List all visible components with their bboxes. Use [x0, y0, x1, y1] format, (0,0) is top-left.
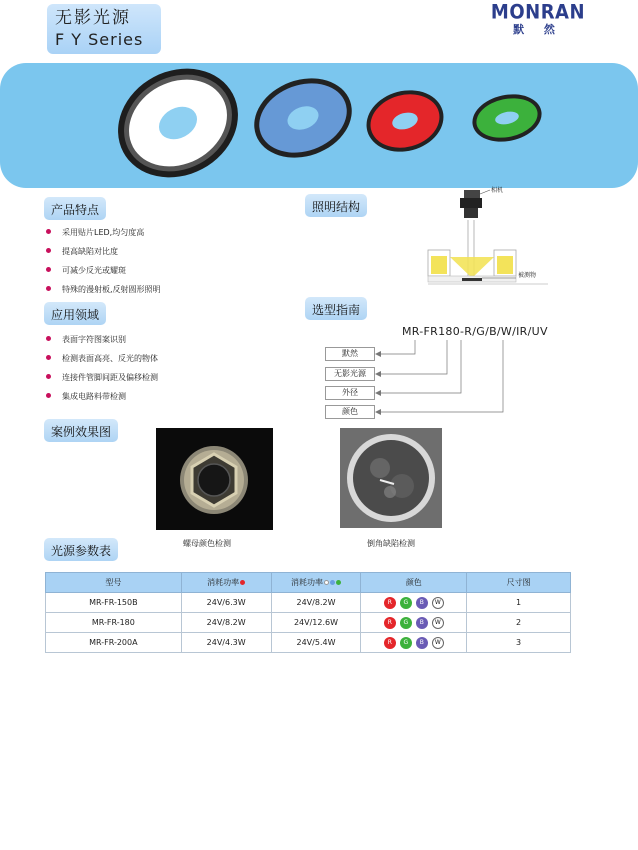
- params-table: [45, 572, 571, 653]
- table-row: [46, 593, 571, 613]
- cell-power-1: 24V/6.3W: [181, 593, 271, 613]
- col-power-red: [181, 573, 271, 593]
- object-label: 被测物: [518, 272, 537, 279]
- cell-size: 1: [467, 593, 571, 613]
- chamfer-inspection-image: [340, 428, 442, 528]
- green-dot-icon: [336, 580, 341, 585]
- color-badge-w: W: [432, 637, 444, 649]
- ring-lights-image: [0, 63, 638, 188]
- selection-label-type: 无影光源: [325, 367, 375, 381]
- title-cn: 无影光源: [55, 8, 131, 28]
- camera-label: 相机: [491, 187, 504, 194]
- right-case-caption: 倒角缺陷检测: [367, 539, 415, 548]
- list-item: 采用贴片LED,均匀度高: [46, 223, 161, 242]
- list-item: 集成电路料带检测: [46, 387, 158, 406]
- cell-power-1: 24V/4.3W: [181, 633, 271, 653]
- features-list: [46, 223, 161, 299]
- cell-power-2: 24V/12.6W: [271, 613, 361, 633]
- selection-connectors: [375, 336, 545, 420]
- color-badge-r: R: [384, 617, 396, 629]
- color-badge-r: R: [384, 597, 396, 609]
- color-badge-g: G: [400, 637, 412, 649]
- left-case-caption: 螺母颜色检测: [183, 539, 231, 548]
- nut-inspection-image: [156, 428, 273, 530]
- red-ring-light: [360, 82, 451, 160]
- cell-colors: [361, 593, 467, 613]
- col-power-other: [271, 573, 361, 593]
- cell-colors: [361, 633, 467, 653]
- model-code: MR-FR180-R/G/B/W/IR/UV: [402, 325, 548, 338]
- col-model: 型号: [46, 573, 182, 593]
- applications-title: 应用领域: [44, 302, 106, 325]
- blue-dot-icon: [330, 580, 335, 585]
- selection-title: 选型指南: [305, 297, 367, 320]
- camera-mount: [460, 198, 482, 208]
- white-dot-icon: [324, 580, 329, 585]
- cell-colors: [361, 613, 467, 633]
- table-row: [46, 613, 571, 633]
- blue-ring-light: [243, 65, 363, 171]
- cell-model: MR-FR-180: [46, 613, 182, 633]
- color-badge-b: B: [416, 637, 428, 649]
- cell-size: 3: [467, 633, 571, 653]
- logo-cn: 默 然: [513, 23, 563, 36]
- cell-power-2: 24V/8.2W: [271, 593, 361, 613]
- camera-lens: [464, 208, 478, 218]
- color-badge-w: W: [432, 597, 444, 609]
- col-power-other-label: 消耗功率: [291, 578, 323, 587]
- table-row: [46, 633, 571, 653]
- applications-list: [46, 330, 158, 406]
- cell-model: MR-FR-150B: [46, 593, 182, 613]
- red-dot-icon: [240, 580, 245, 585]
- cell-model: MR-FR-200A: [46, 633, 182, 653]
- color-badge-w: W: [432, 617, 444, 629]
- lighting-structure-diagram: [420, 182, 550, 292]
- list-item: 检测表面高亮、反光的物体: [46, 349, 158, 368]
- color-badge-b: B: [416, 597, 428, 609]
- list-item: 连接件管脚间距及偏移检测: [46, 368, 158, 387]
- test-object: [462, 278, 482, 281]
- col-size: 尺寸图: [467, 573, 571, 593]
- green-ring-light: [468, 88, 546, 148]
- title-en: F Y Series: [55, 30, 144, 49]
- features-title: 产品特点: [44, 197, 106, 220]
- table-header-row: [46, 573, 571, 593]
- cell-power-1: 24V/8.2W: [181, 613, 271, 633]
- list-item: 可减少反光或耀斑: [46, 261, 161, 280]
- cell-size: 2: [467, 613, 571, 633]
- structure-title: 照明结构: [305, 194, 367, 217]
- col-color: 颜色: [361, 573, 467, 593]
- list-item: 提高缺陷对比度: [46, 242, 161, 261]
- params-title: 光源参数表: [44, 538, 118, 561]
- list-item: 表面字符图案识别: [46, 330, 158, 349]
- col-power-red-label: 消耗功率: [207, 578, 240, 587]
- color-badge-b: B: [416, 617, 428, 629]
- selection-label-color: 颜色: [325, 405, 375, 419]
- color-badge-g: G: [400, 617, 412, 629]
- color-badge-g: G: [400, 597, 412, 609]
- list-item: 特殊的漫射板,反射圆形照明: [46, 280, 161, 299]
- title-box: [47, 4, 161, 54]
- selection-label-brand: 默然: [325, 347, 375, 361]
- logo: [484, 2, 592, 37]
- color-badge-r: R: [384, 637, 396, 649]
- logo-en: MONRAN: [490, 0, 586, 25]
- cases-title: 案例效果图: [44, 419, 118, 442]
- cell-power-2: 24V/5.4W: [271, 633, 361, 653]
- white-ring-light: [99, 63, 257, 188]
- product-banner: [0, 63, 638, 188]
- selection-label-diameter: 外径: [325, 386, 375, 400]
